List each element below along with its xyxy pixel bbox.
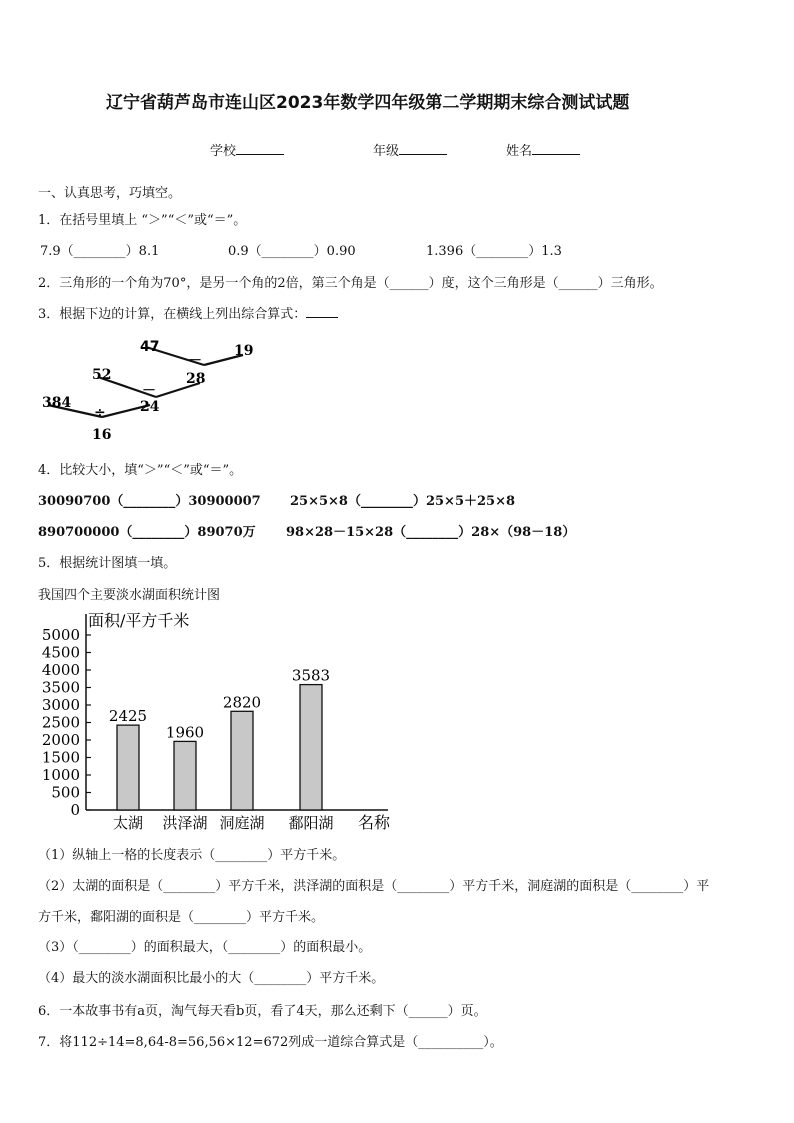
q5-sub-2[interactable]: （2）太湖的面积是（________）平方千米，洪泽湖的面积是（________）平方千米，洞庭湖的面积是（________）平 [38, 879, 710, 894]
y-tick-label: 0 [70, 801, 80, 819]
name-label: 姓名 [506, 144, 533, 159]
diagram-16: 16 [92, 427, 112, 443]
question-3-text: 3．根据下边的计算，在横线上列出综合算式： [38, 307, 307, 322]
y-tick-label: 4500 [41, 643, 80, 662]
diagram-divide: ÷ [94, 405, 106, 421]
question-1: 1．在括号里填上 “＞”“＜”或“＝”。 [38, 213, 247, 228]
question-3[interactable] [38, 303, 338, 322]
q5-sub-2-cont[interactable]: 方千米，鄱阳湖的面积是（________）平方千米。 [38, 910, 325, 925]
bar-value-label: 2820 [222, 693, 262, 712]
x-category-label: 洞庭湖 [219, 814, 265, 832]
bar-value-label: 3583 [291, 666, 331, 685]
y-tick-label: 3000 [41, 696, 80, 714]
diagram-minus-2: － [142, 383, 156, 399]
y-tick-label: 5000 [41, 626, 80, 644]
bar-1 [117, 725, 139, 810]
y-tick-label: 1500 [41, 748, 80, 767]
question-4: 4．比较大小，填“＞”“＜”或“＝”。 [38, 463, 243, 478]
x-category-label: 洪泽湖 [162, 814, 208, 832]
question-6[interactable]: 6．一本故事书有a页，淘气每天看b页，看了4天，那么还剩下（______）页。 [38, 1004, 487, 1019]
chart-ylabel: 面积/平方千米 [88, 611, 190, 630]
calc-tree-diagram [38, 335, 278, 447]
q1-item-1[interactable]: 7.9（________）8.1 [40, 244, 160, 259]
grade-field[interactable] [373, 140, 447, 159]
question-7[interactable]: 7．将112÷14=8,64-8=56,56×12=672列成一道综合算式是（__________）。 [38, 1035, 503, 1050]
page-title: 辽宁省葫芦岛市连山区2023年数学四年级第二学期期末综合测试试题 [106, 93, 630, 113]
diagram-28: 28 [186, 371, 206, 387]
grade-label: 年级 [373, 144, 400, 159]
diagram-384: 384 [42, 395, 72, 411]
q5-sub-4[interactable]: （4）最大的淡水湖面积比最小的大（________）平方千米。 [38, 971, 385, 986]
diagram-52: 52 [92, 367, 112, 383]
y-tick-label: 2500 [41, 713, 80, 732]
q1-item-2[interactable]: 0.9（________）0.90 [228, 244, 356, 259]
y-tick-label: 4000 [41, 661, 80, 679]
lake-area-bar-chart [30, 606, 400, 836]
q4-item-4[interactable]: 98×28－15×28（________）28×（98－18） [286, 525, 576, 540]
chart-xlabel: 名称 [358, 813, 391, 832]
q5-sub-1[interactable]: （1）纵轴上一格的长度表示（________）平方千米。 [38, 848, 346, 863]
q1-item-3[interactable]: 1.396（________）1.3 [426, 244, 562, 259]
y-tick-label: 3500 [41, 678, 80, 697]
q5-sub-3[interactable]: （3）（________）的面积最大，（________）的面积最小。 [38, 940, 372, 955]
chart-title: 我国四个主要淡水湖面积统计图 [38, 588, 221, 603]
y-tick-label: 500 [51, 783, 80, 802]
section-heading: 一、认真思考，巧填空。 [38, 186, 182, 201]
name-field[interactable] [506, 140, 580, 159]
q4-item-2[interactable]: 25×5×8（________）25×5＋25×8 [290, 494, 516, 509]
y-tick-label: 2000 [41, 731, 80, 749]
q4-item-1[interactable]: 30090700（________）30900007 [38, 494, 261, 509]
x-category-label: 太湖 [112, 814, 144, 832]
diagram-24: 24 [140, 399, 160, 415]
school-field[interactable] [210, 140, 284, 159]
diagram-minus-1: － [188, 353, 202, 369]
bar-2 [174, 741, 196, 810]
x-category-label: 鄱阳湖 [288, 814, 334, 832]
question-2[interactable]: 2．三角形的一个角为70°，是另一个角的2倍，第三个角是（______）度，这个三角形是（______）三角形。 [38, 276, 663, 291]
bar-3 [231, 711, 253, 810]
diagram-19: 19 [234, 343, 254, 359]
bar-value-label: 2425 [108, 707, 148, 726]
y-tick-label: 1000 [41, 766, 80, 784]
diagram-47: 47 [140, 339, 160, 355]
bar-4 [300, 685, 322, 810]
school-label: 学校 [210, 144, 237, 159]
question-5: 5．根据统计图填一填。 [38, 556, 177, 571]
q4-item-3[interactable]: 890700000（________）89070万 [38, 525, 256, 540]
bar-value-label: 1960 [165, 723, 205, 742]
